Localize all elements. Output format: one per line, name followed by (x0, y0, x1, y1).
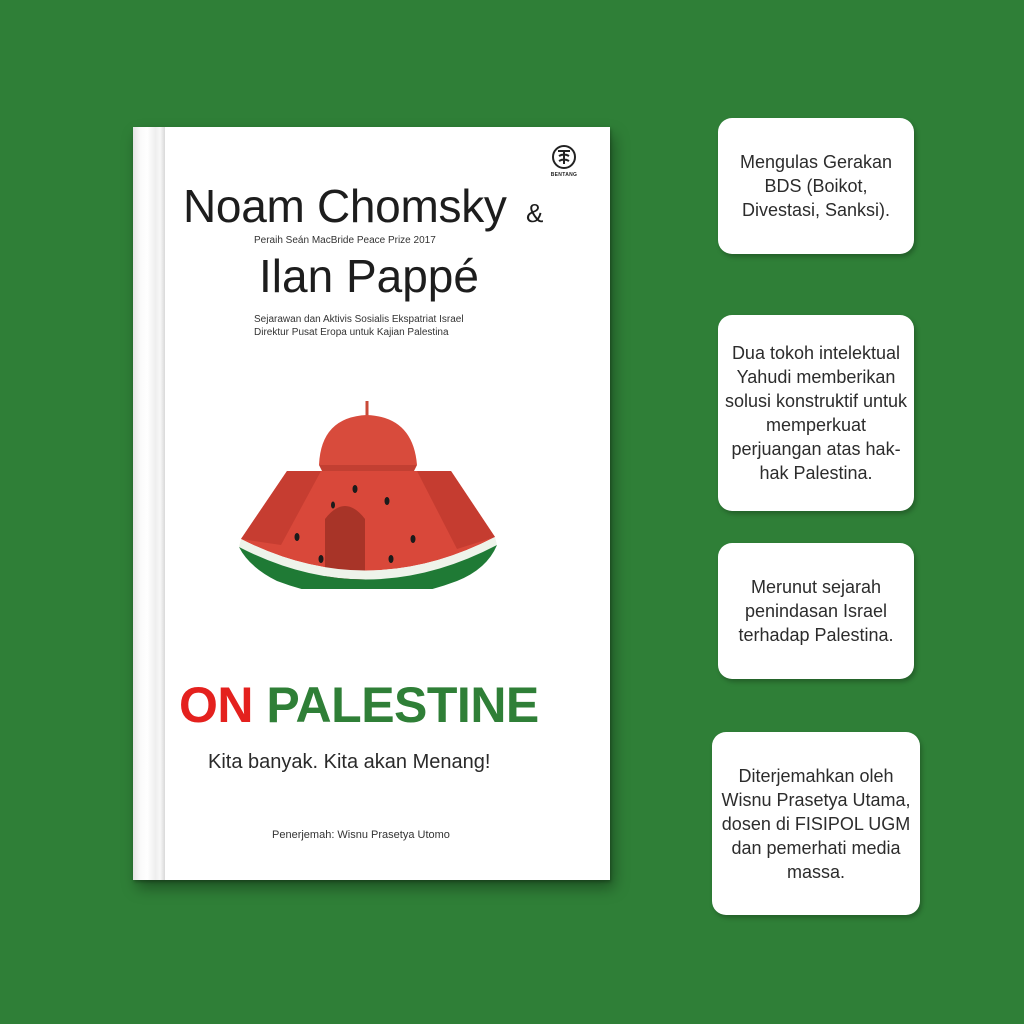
author-1-note: Peraih Seán MacBride Peace Prize 2017 (254, 235, 436, 246)
callout-text: Merunut sejarah penindasan Israel terhadap Palestina. (738, 577, 894, 645)
author-name-2: Ilan Pappé (259, 250, 479, 302)
watermelon-dome-icon (237, 389, 499, 594)
author-name-1: Noam Chomsky (183, 180, 507, 232)
callout-translator (712, 732, 920, 915)
book-title-palestine: PALESTINE (266, 677, 539, 733)
callout-history (718, 543, 914, 679)
book-subtitle: Kita banyak. Kita akan Menang! (208, 751, 491, 773)
callout-bds (718, 118, 914, 254)
ampersand: & (526, 198, 544, 228)
publisher-name: BENTANG (550, 172, 578, 178)
callout-text: Mengulas Gerakan BDS (Boikot, Divestasi, Sanksi). (739, 152, 893, 220)
book-spine (133, 127, 165, 880)
author-2-note-line-2: Direktur Pusat Eropa untuk Kajian Palestina (254, 327, 449, 338)
book-title (179, 677, 539, 733)
author-2-note (254, 313, 464, 339)
callout-text: Diterjemahkan oleh Wisnu Prasetya Utama, dosen di FISIPOL UGM dan pemerhati media massa. (721, 765, 911, 882)
author-2-note-line-1: Sejarawan dan Aktivis Sosialis Ekspatriat Israel (254, 314, 464, 325)
translator-credit: Penerjemah: Wisnu Prasetya Utomo (272, 829, 450, 841)
book-cover (133, 127, 610, 880)
callout-text: Dua tokoh intelektual Yahudi memberikan solusi konstruktif untuk memperkuat perjuangan atas hak-hak Palestina. (724, 343, 908, 483)
book-title-on: ON (179, 677, 253, 733)
callout-intellectuals (718, 315, 914, 511)
bentang-logo-icon (547, 143, 581, 183)
